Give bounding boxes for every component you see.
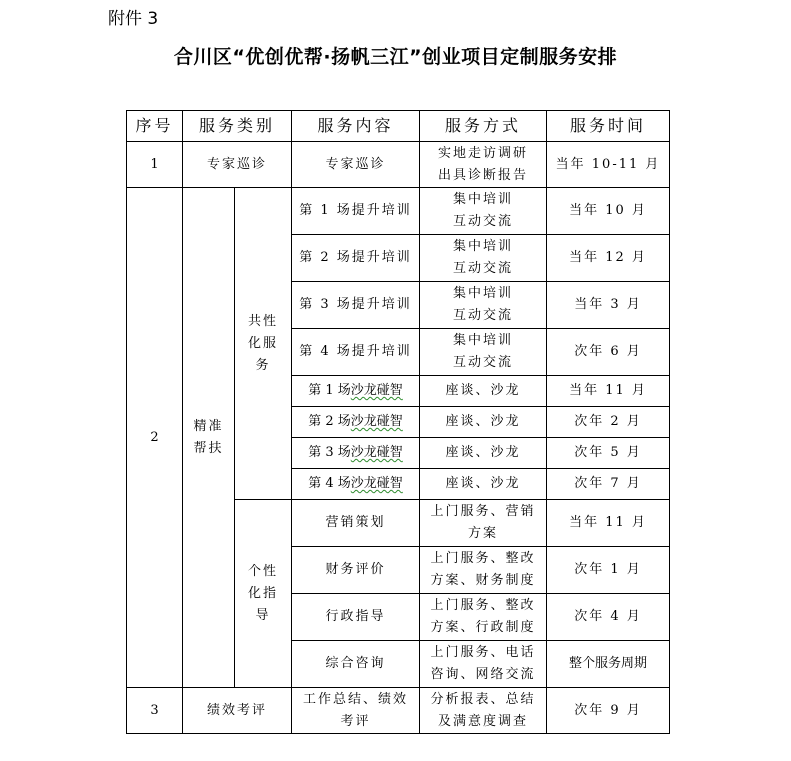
content-cell: 第 2 场提升培训 — [292, 235, 420, 282]
content-cell — [292, 438, 420, 469]
header-seq: 序号 — [127, 111, 183, 142]
method-line: 方案、财务制度 — [430, 573, 536, 588]
content-cell: 专家巡诊 — [292, 142, 420, 188]
content-cell: 第 1 场提升培训 — [292, 188, 420, 235]
method-cell — [420, 547, 547, 594]
method-line: 互动交流 — [453, 308, 514, 323]
service-schedule-table — [126, 110, 670, 734]
time-cell: 整个服务周期 — [547, 641, 670, 688]
content-cell — [292, 688, 420, 734]
content-cell: 综合咨询 — [292, 641, 420, 688]
subcategory-common — [235, 188, 292, 500]
category-cell: 专家巡诊 — [183, 142, 292, 188]
method-cell: 座谈、沙龙 — [420, 438, 547, 469]
content-line: 考评 — [340, 713, 371, 729]
subcategory-line: 共性 — [248, 313, 279, 329]
content-cell: 财务评价 — [292, 547, 420, 594]
method-line: 集中培训 — [453, 192, 514, 207]
method-line: 方案 — [468, 526, 499, 541]
method-line: 方案、行政制度 — [430, 620, 536, 635]
salon-prefix: 第 4 场 — [308, 476, 351, 491]
content-cell: 第 4 场提升培训 — [292, 329, 420, 376]
attachment-label: 附件 3 — [108, 9, 159, 29]
header-content: 服务内容 — [292, 111, 420, 142]
time-cell: 次年 1 月 — [547, 547, 670, 594]
method-cell — [420, 688, 547, 734]
category-cell: 绩效考评 — [183, 688, 292, 734]
method-line: 出具诊断报告 — [438, 167, 529, 183]
header-category: 服务类别 — [183, 111, 292, 142]
method-cell: 座谈、沙龙 — [420, 469, 547, 500]
method-line: 上门服务、整改 — [430, 598, 536, 613]
seq-cell: 3 — [127, 688, 183, 734]
method-line: 集中培训 — [453, 286, 514, 301]
time-cell: 当年 10 月 — [547, 188, 670, 235]
time-cell: 当年 10-11 月 — [547, 142, 670, 188]
time-cell: 次年 5 月 — [547, 438, 670, 469]
seq-cell: 2 — [127, 188, 183, 688]
salon-name: 沙龙碰智 — [350, 445, 403, 460]
method-line: 集中培训 — [453, 333, 514, 348]
salon-name: 沙龙碰智 — [350, 414, 403, 429]
content-cell: 第 3 场提升培训 — [292, 282, 420, 329]
method-line: 上门服务、营销 — [430, 504, 536, 519]
content-cell — [292, 469, 420, 500]
method-cell — [420, 594, 547, 641]
method-cell — [420, 235, 547, 282]
method-cell — [420, 188, 547, 235]
seq-cell: 1 — [127, 142, 183, 188]
salon-name: 沙龙碰智 — [350, 383, 403, 398]
subcategory-personal — [235, 500, 292, 688]
table-row — [127, 688, 670, 734]
salon-prefix: 第 1 场 — [308, 383, 351, 398]
content-cell: 营销策划 — [292, 500, 420, 547]
method-line: 互动交流 — [453, 355, 514, 370]
method-cell — [420, 500, 547, 547]
table-header-row — [127, 111, 670, 142]
method-cell — [420, 282, 547, 329]
method-cell: 座谈、沙龙 — [420, 407, 547, 438]
time-cell: 次年 4 月 — [547, 594, 670, 641]
content-cell: 行政指导 — [292, 594, 420, 641]
time-cell: 次年 2 月 — [547, 407, 670, 438]
content-cell — [292, 407, 420, 438]
header-method: 服务方式 — [420, 111, 547, 142]
category-line: 精准 — [193, 418, 224, 434]
time-cell: 次年 9 月 — [547, 688, 670, 734]
header-time: 服务时间 — [547, 111, 670, 142]
time-cell: 当年 11 月 — [547, 500, 670, 547]
time-cell: 次年 7 月 — [547, 469, 670, 500]
method-line: 实地走访调研 — [438, 145, 529, 161]
method-cell: 座谈、沙龙 — [420, 376, 547, 407]
salon-prefix: 第 2 场 — [308, 414, 351, 429]
subcategory-line: 化指 — [248, 585, 279, 601]
category-line: 帮扶 — [193, 440, 224, 456]
method-line: 分析报表、总结 — [430, 691, 536, 707]
method-cell — [420, 329, 547, 376]
subcategory-line: 化服 — [248, 335, 279, 351]
salon-prefix: 第 3 场 — [308, 445, 351, 460]
content-cell — [292, 376, 420, 407]
time-cell: 次年 6 月 — [547, 329, 670, 376]
time-cell: 当年 3 月 — [547, 282, 670, 329]
method-line: 互动交流 — [453, 214, 514, 229]
table-row — [127, 142, 670, 188]
category-cell — [183, 188, 235, 688]
method-line: 上门服务、整改 — [430, 551, 536, 566]
method-cell — [420, 142, 547, 188]
method-line: 咨询、网络交流 — [430, 667, 536, 682]
method-line: 集中培训 — [453, 239, 514, 254]
content-line: 工作总结、绩效 — [303, 691, 409, 707]
table-row — [127, 188, 670, 235]
subcategory-line: 务 — [255, 357, 271, 373]
time-cell: 当年 11 月 — [547, 376, 670, 407]
time-cell: 当年 12 月 — [547, 235, 670, 282]
subcategory-line: 导 — [255, 607, 271, 623]
method-line: 上门服务、电话 — [430, 645, 536, 660]
salon-name: 沙龙碰智 — [350, 476, 403, 491]
method-line: 及满意度调查 — [438, 713, 529, 729]
document-title: 合川区“优创优帮·扬帆三江”创业项目定制服务安排 — [173, 46, 618, 68]
method-cell — [420, 641, 547, 688]
subcategory-line: 个性 — [248, 563, 279, 579]
method-line: 互动交流 — [453, 261, 514, 276]
